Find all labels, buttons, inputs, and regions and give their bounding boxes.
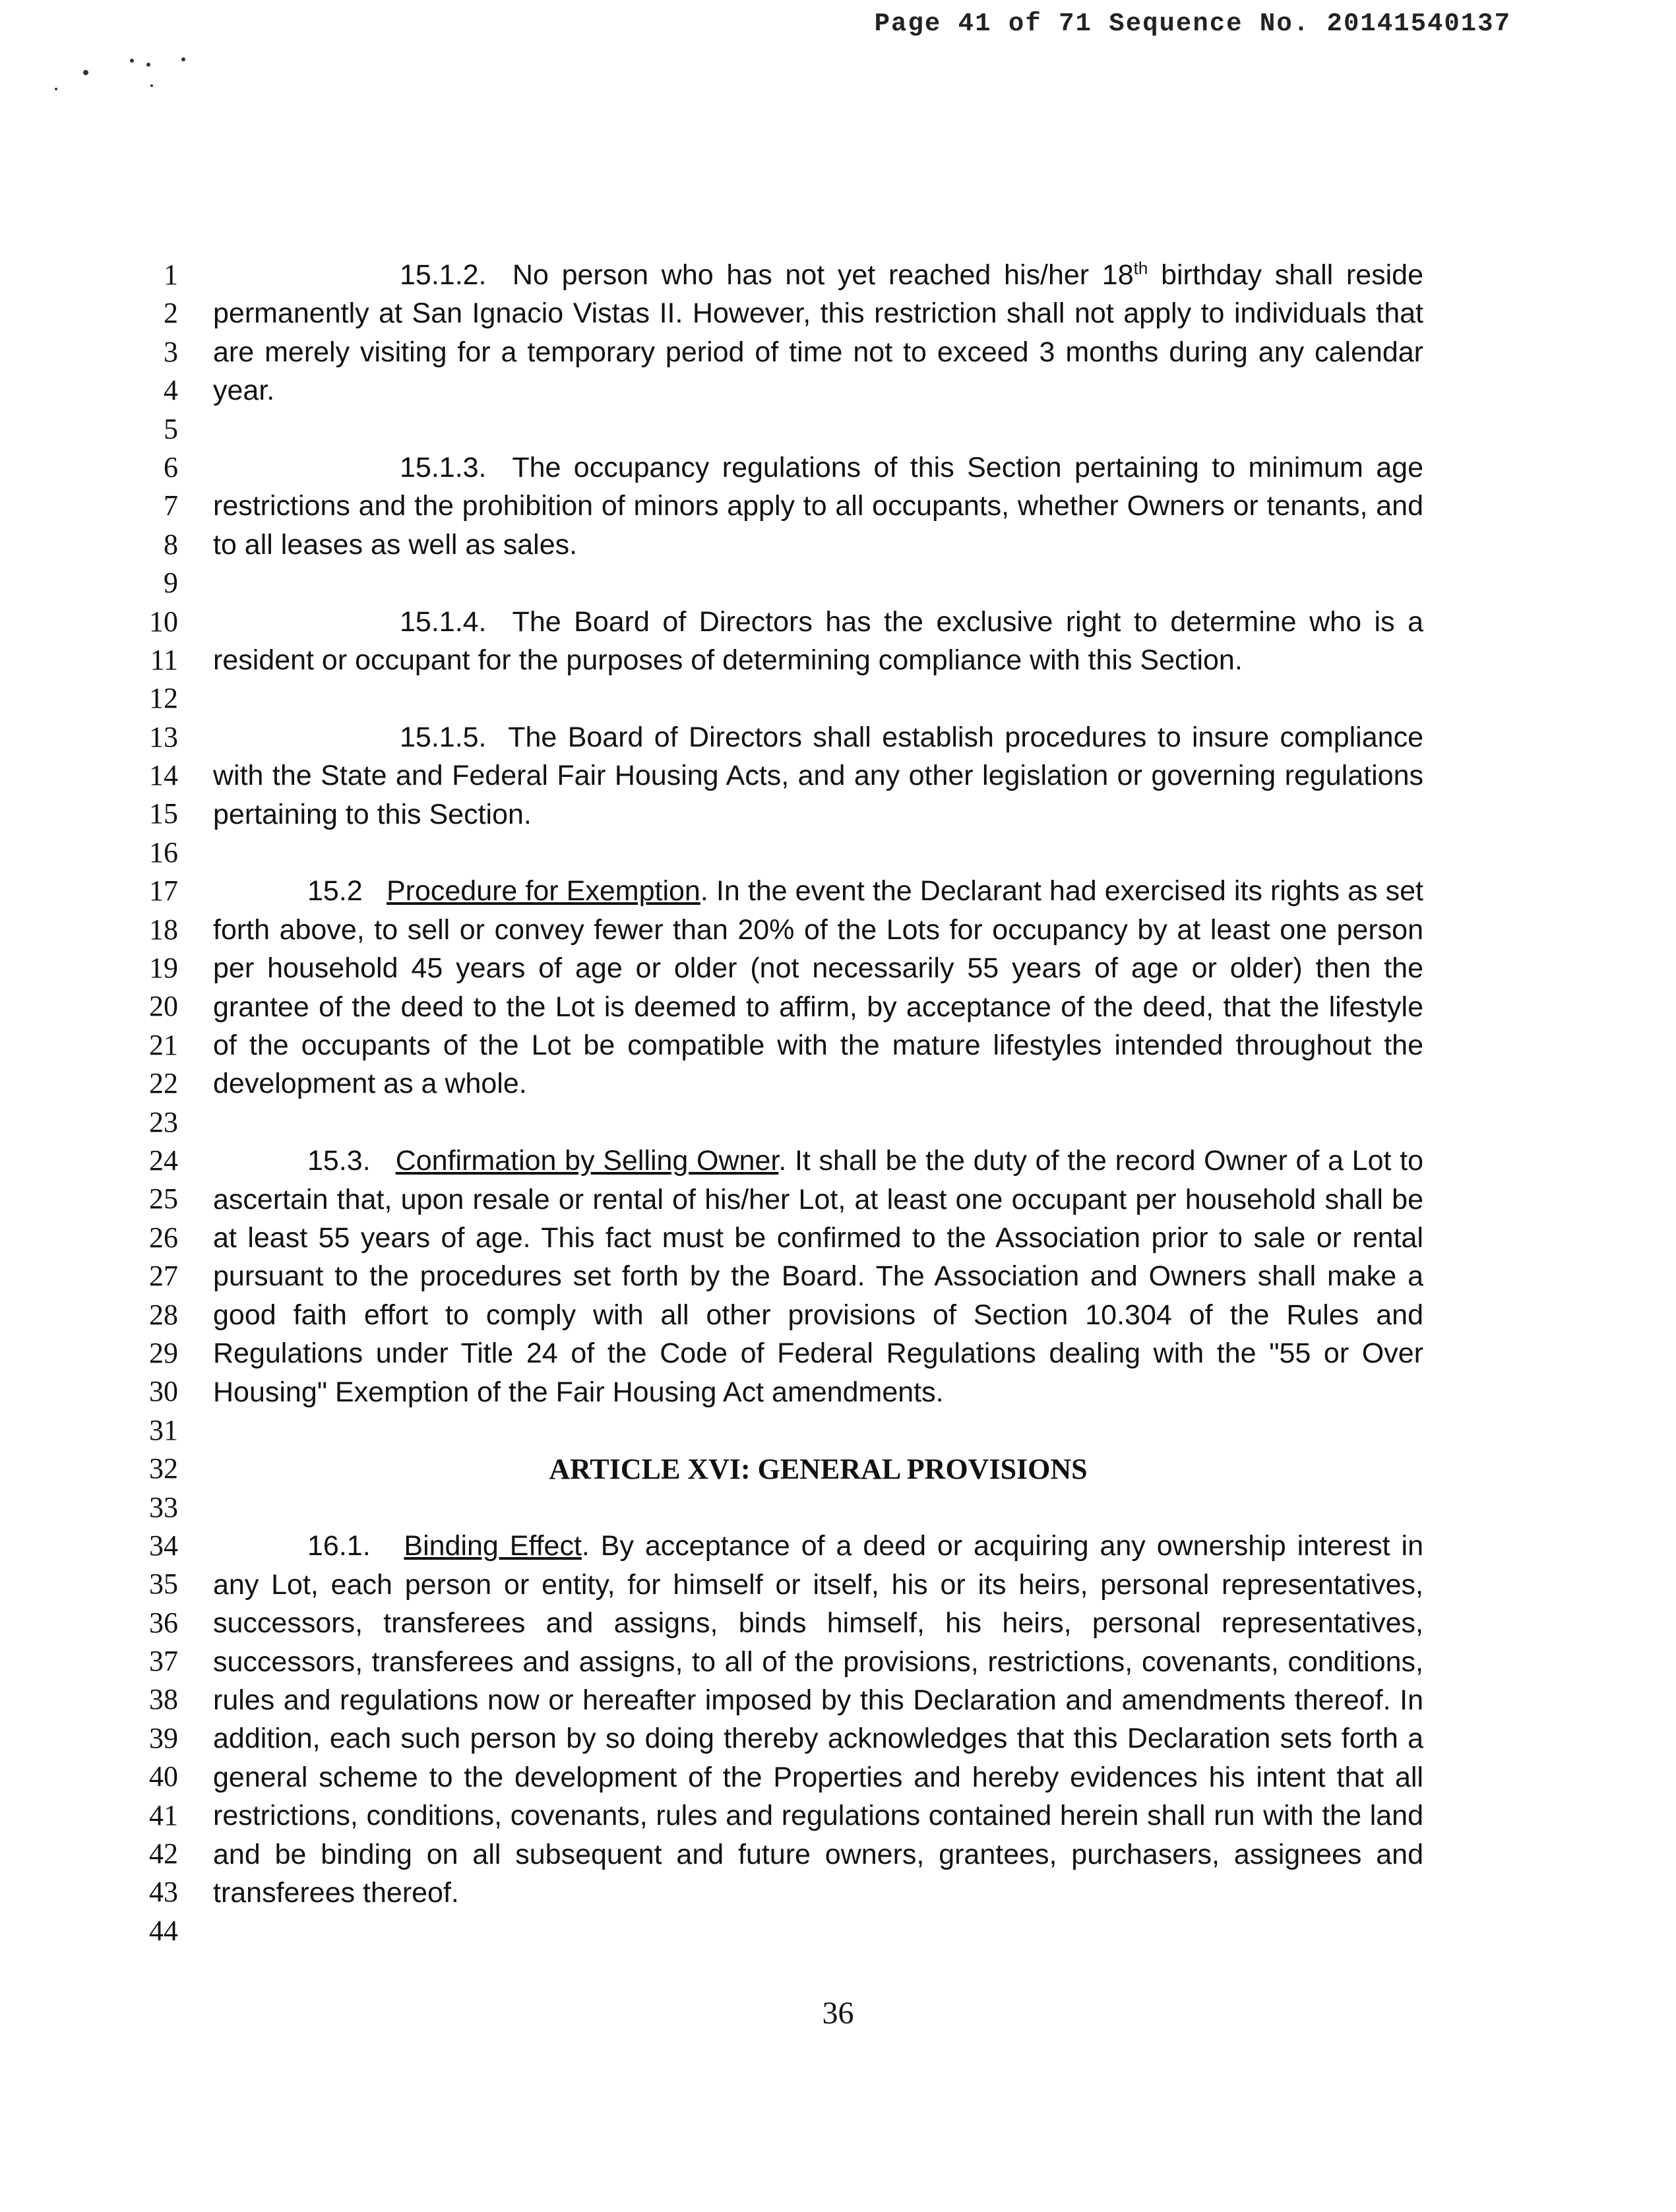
line-number: 4 xyxy=(164,374,178,407)
line-number: 16 xyxy=(149,836,178,869)
line-number: 6 xyxy=(164,450,178,483)
line-number: 13 xyxy=(149,720,178,753)
section-text: The occupancy regulations of this Section pertaining to minimum age restrictions and the prohibition of minors apply to all occupants, whether Owners or tenants, and to all leases as well as sales. xyxy=(213,452,1423,561)
line-number: 26 xyxy=(149,1221,178,1254)
document-body xyxy=(213,256,1423,1912)
section-15-2: 15.2 Procedure for Exemption. In the event the Declarant had exercised its rights as set forth above, to sell or convey fewer than 20% of the Lots for occupancy by at least one person per household 45 years of age or older (not necessarily 55 years of age or older) then the grantee of the deed to the Lot is deemed to affirm, by acceptance of the deed, that the lifestyle of the occupants of the Lot be compatible with the mature lifestyles intended throughout the development as a whole. xyxy=(213,875,1423,1100)
line-number: 44 xyxy=(149,1914,178,1947)
line-number: 27 xyxy=(149,1260,178,1293)
line-number: 20 xyxy=(149,990,178,1023)
section-15-3: 15.3. Confirmation by Selling Owner. It shall be the duty of the record Owner of a Lot to ascertain that, upon resale or rental of his/her Lot, at least one occupant per household shall be at least 55 years of age. This fact must be confirmed to the Association prior to sale or rental pursuant to the procedures set forth by the Board. The Association and Owners shall make a good faith effort to comply with all other provisions of Section 10.304 of the Rules and Regulations under Title 24 of the Code of Federal Regulations dealing with the "55 or Over Housing" Exemption of the Fair Housing Act amendments. xyxy=(213,1145,1423,1408)
line-number: 15 xyxy=(149,797,178,830)
line-number: 9 xyxy=(164,567,178,599)
line-number: 10 xyxy=(149,605,178,638)
line-number: 33 xyxy=(149,1490,178,1523)
section-number: 15.1.2. xyxy=(400,259,487,291)
line-number: 24 xyxy=(149,1144,178,1177)
section-text: The Board of Directors shall establish procedures to insure compliance with the State and Federal Fair Housing Acts, and any other legislation or governing regulations pertaining to this Section. xyxy=(213,721,1423,830)
line-number: 23 xyxy=(149,1105,178,1138)
line-number-column xyxy=(106,256,178,1950)
section-text: By acceptance of a deed or acquiring any ownership interest in any Lot, each person or entity, for himself or itself, his or its heirs, personal representatives, successors, transferees and assigns, binds himself, his heirs, personal representatives, successors, transferees and assigns, to all of the provisions, restrictions, covenants, conditions, rules and regulations now or hereafter imposed by this Declaration and amendments thereof. In addition, each such person by so doing thereby acknowledges that this Declaration sets forth a general scheme to the development of the Properties and hereby evidences his intent that all restrictions, conditions, covenants, rules and regulations contained herein shall run with the land and be binding on all subsequent and future owners, grantees, purchasers, assignees and transferees thereof. xyxy=(213,1530,1423,1909)
section-title: Binding Effect xyxy=(404,1530,582,1562)
section-15-1-5 xyxy=(213,718,1423,834)
line-number: 18 xyxy=(149,913,178,946)
section-number: 15.1.3. xyxy=(400,452,487,484)
line-number: 28 xyxy=(149,1298,178,1331)
line-number: 2 xyxy=(164,297,178,330)
line-number: 35 xyxy=(149,1568,178,1601)
ordinal-suffix: th xyxy=(1133,258,1148,278)
section-16-1: 16.1. Binding Effect. By acceptance of a deed or acquiring any ownership interest in any Lot, each person or entity, for himself or itself, his or its heirs, personal representatives, successors, transferees and assigns, binds himself, his heirs, personal representatives, successors, transferees and assigns, to all of the provisions, restrictions, covenants, conditions, rules and regulations now or hereafter imposed by this Declaration and amendments thereof. In addition, each such person by so doing thereby acknowledges that this Declaration sets forth a general scheme to the development of the Properties and hereby evidences his intent that all restrictions, conditions, covenants, rules and regulations contained herein shall run with the land and be binding on all subsequent and future owners, grantees, purchasers, assignees and transferees thereof. xyxy=(213,1530,1423,1909)
section-title: Procedure for Exemption xyxy=(386,875,700,907)
line-number: 30 xyxy=(149,1375,178,1408)
page-sequence-header: Page 41 of 71 Sequence No. 20141540137 xyxy=(874,9,1511,38)
line-number: 38 xyxy=(149,1683,178,1716)
line-number: 42 xyxy=(149,1837,178,1870)
section-number: 15.3. xyxy=(307,1145,371,1177)
line-number: 25 xyxy=(149,1183,178,1215)
section-text: birthday shall reside permanently at San Ignacio Vistas II. However, this restriction shall not apply to individuals that are merely visiting for a temporary period of time not to exceed 3 months during any calendar year. xyxy=(213,259,1424,407)
line-number: 31 xyxy=(149,1413,178,1446)
section-15-1-3 xyxy=(213,448,1423,564)
line-number: 43 xyxy=(149,1876,178,1909)
line-number: 5 xyxy=(164,412,178,445)
line-number: 29 xyxy=(149,1336,178,1369)
section-text: In the event the Declarant had exercised its rights as set forth above, to sell or convey fewer than 20% of the Lots for occupancy by at least one person per household 45 years of age or older (not necessarily 55 years of age or older) then the grantee of the deed to the Lot is deemed to affirm, by acceptance of the deed, that the lifestyle of the occupants of the Lot be compatible with the mature lifestyles intended throughout the development as a whole. xyxy=(213,875,1423,1100)
section-number: 15.1.4. xyxy=(400,605,487,638)
line-number: 19 xyxy=(149,952,178,985)
section-text: No person who has not yet reached his/her 18 xyxy=(512,259,1134,291)
section-number: 16.1. xyxy=(307,1530,371,1562)
line-number: 14 xyxy=(149,759,178,792)
article-heading: ARTICLE XVI: GENERAL PROVISIONS xyxy=(549,1452,1088,1485)
line-number: 7 xyxy=(164,489,178,522)
line-number: 11 xyxy=(150,643,178,676)
line-number: 12 xyxy=(149,682,178,715)
line-number: 21 xyxy=(149,1028,178,1061)
section-number: 15.2 xyxy=(307,875,363,907)
line-number: 17 xyxy=(149,875,178,907)
line-number: 1 xyxy=(164,259,178,291)
line-number: 3 xyxy=(164,335,178,368)
line-number: 34 xyxy=(149,1529,178,1562)
line-number: 37 xyxy=(149,1645,178,1678)
section-number: 15.1.5. xyxy=(400,721,487,753)
line-number: 8 xyxy=(164,528,178,561)
line-number: 32 xyxy=(149,1452,178,1485)
section-15-1-2 xyxy=(213,256,1423,410)
line-number: 41 xyxy=(149,1798,178,1831)
section-title: Confirmation by Selling Owner xyxy=(395,1145,779,1177)
scan-specks xyxy=(40,46,237,125)
section-15-1-4 xyxy=(213,603,1423,680)
line-number: 36 xyxy=(149,1606,178,1639)
section-text: It shall be the duty of the record Owner of a Lot to ascertain that, upon resale or rental of his/her Lot, at least one occupant per household shall be at least 55 years of age. This fact must be confirmed to the Association prior to sale or rental pursuant to the procedures set forth by the Board. The Association and Owners shall make a good faith effort to comply with all other provisions of Section 10.304 of the Rules and Regulations under Title 24 of the Code of Federal Regulations dealing with the "55 or Over Housing" Exemption of the Fair Housing Act amendments. xyxy=(213,1145,1423,1408)
section-text: The Board of Directors has the exclusive right to determine who is a resident or occupant for the purposes of determining compliance with this Section. xyxy=(213,605,1423,677)
line-number: 22 xyxy=(149,1067,178,1100)
line-number: 40 xyxy=(149,1760,178,1793)
line-number: 39 xyxy=(149,1721,178,1754)
page-number: 36 xyxy=(822,1996,854,2031)
